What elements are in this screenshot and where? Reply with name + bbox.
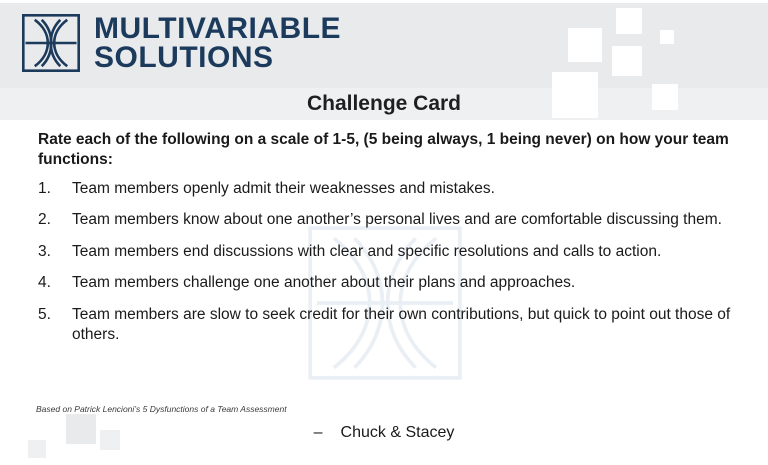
list-item <box>38 210 738 230</box>
list-item-text: Team members openly admit their weaknesses and mistakes. <box>72 179 495 197</box>
list-item <box>38 179 738 199</box>
list-item <box>38 305 738 346</box>
brand-name <box>94 14 341 73</box>
instruction-text: Rate each of the following on a scale of 1-5, (5 being always, 1 being never) on how your team functions: <box>38 131 729 169</box>
multivariable-solutions-logo-icon <box>22 14 80 72</box>
list-item-number: 3. <box>38 242 51 260</box>
signature-dash: – <box>313 424 323 441</box>
decorative-square <box>612 46 642 76</box>
decorative-square <box>660 30 674 44</box>
list-item-text: Team members know about one another’s personal lives and are comfortable discussing them. <box>72 211 722 229</box>
list-item-number: 1. <box>38 179 51 197</box>
list-item-number: 4. <box>38 274 51 292</box>
list-item <box>38 242 738 262</box>
top-rule <box>0 0 768 3</box>
brand-name-line2: SOLUTIONS <box>94 41 274 75</box>
list-item-number: 2. <box>38 211 51 229</box>
page-title: Challenge Card <box>306 92 462 115</box>
assessment-list <box>38 179 738 346</box>
decorative-square <box>616 8 642 34</box>
list-item-text: Team members challenge one another about their plans and approaches. <box>72 274 576 292</box>
source-footnote: Based on Patrick Lencioni’s 5 Dysfunctions of a Team Assessment <box>36 404 287 414</box>
brand-name-line1: MULTIVARIABLE <box>94 12 342 45</box>
decorative-square <box>568 28 602 62</box>
decorative-square <box>28 440 46 458</box>
list-item-text: Team members are slow to seek credit for their own contributions, but quick to point out those of others. <box>72 305 731 344</box>
signature-line <box>0 424 768 442</box>
card-body <box>38 130 738 357</box>
brand-logo <box>22 14 341 73</box>
signature-text: Chuck & Stacey <box>340 424 455 441</box>
list-item-number: 5. <box>38 305 51 323</box>
list-item-text: Team members end discussions with clear and specific resolutions and calls to action. <box>72 242 662 260</box>
list-item <box>38 273 738 293</box>
